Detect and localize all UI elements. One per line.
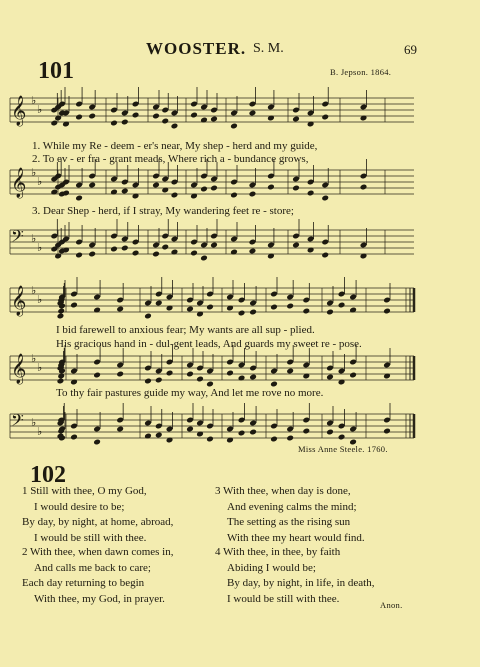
flat-icon: ♭ xyxy=(31,167,37,179)
note-head xyxy=(302,308,310,315)
note-head xyxy=(360,184,368,191)
verse-line: 3 With thee, when day is done, xyxy=(215,485,351,497)
hymn-meter: S. M. xyxy=(253,41,284,56)
flat-icon: ♭ xyxy=(31,353,37,365)
note-head xyxy=(200,255,208,262)
note-head xyxy=(70,302,78,309)
note-head xyxy=(152,182,160,189)
treble-clef-icon: 𝄞 xyxy=(11,286,27,315)
note-head xyxy=(155,377,163,384)
note-head xyxy=(132,112,140,119)
note-head xyxy=(326,429,334,436)
note-head xyxy=(186,371,194,378)
note-head xyxy=(121,245,129,252)
note-head xyxy=(190,112,198,119)
verse-line: 4 With thee, in thee, by faith xyxy=(215,546,341,558)
verse-line: By day, by night, at home, abroad, xyxy=(22,516,174,529)
lyric-line-s1-v2: 2. To ev - er fra - grant meads, Where rich a - bundance grows, xyxy=(32,153,309,165)
note-head xyxy=(292,185,300,192)
note-head xyxy=(249,191,257,198)
flat-icon: ♭ xyxy=(37,242,43,254)
note-head xyxy=(93,372,101,379)
note-head xyxy=(144,378,152,385)
note-head xyxy=(196,376,204,383)
note-head xyxy=(132,250,140,257)
note-head xyxy=(270,436,278,443)
note-head xyxy=(116,306,124,313)
note-head xyxy=(249,110,257,117)
note-head xyxy=(230,192,238,199)
verse-line: By day, by night, in life, in death, xyxy=(227,577,375,590)
verse-line: Each day returning to begin xyxy=(22,577,145,590)
note-head xyxy=(155,432,163,439)
note-head xyxy=(383,428,391,435)
note-head xyxy=(110,120,118,127)
flat-icon: ♭ xyxy=(31,417,37,429)
lyric-line-s2-v2: His gracious hand in - dul-gent leads, And guards my sweet re - pose. xyxy=(56,338,362,350)
flat-icon: ♭ xyxy=(37,294,43,306)
note-head xyxy=(321,114,329,121)
note-head xyxy=(75,114,83,121)
note-head xyxy=(144,313,152,320)
note-head xyxy=(321,252,329,259)
bass-clef-icon: 𝄢 xyxy=(11,228,24,250)
lyric-line-s2-v3: To thy fair pastures guide my way, And let me rove no more. xyxy=(56,387,324,399)
note-head xyxy=(155,300,163,307)
note-head xyxy=(238,310,246,317)
note-head xyxy=(206,436,214,443)
note-head xyxy=(338,302,346,309)
note-head xyxy=(166,370,174,377)
note-head xyxy=(171,123,179,130)
note-head xyxy=(326,374,334,381)
note-head xyxy=(116,371,124,378)
verse-1 xyxy=(22,484,173,546)
note-head xyxy=(93,439,101,446)
note-head xyxy=(321,195,329,202)
note-head xyxy=(267,184,275,191)
note-head xyxy=(75,195,83,202)
note-head xyxy=(186,426,194,433)
verse-line: And calls me back to care; xyxy=(34,561,151,574)
hymn-tune-title: WOOSTER. xyxy=(146,39,247,58)
note-head xyxy=(121,188,129,195)
note-head xyxy=(292,116,300,123)
note-head xyxy=(238,430,246,437)
note-head xyxy=(161,118,169,125)
note-head xyxy=(249,309,257,316)
verse-line: Abiding I would be; xyxy=(227,561,316,574)
note-head xyxy=(292,242,300,249)
treble-clef-icon: 𝄞 xyxy=(11,96,27,125)
flat-icon: ♭ xyxy=(37,362,43,374)
note-head xyxy=(249,429,257,436)
note-head xyxy=(152,251,160,258)
note-head xyxy=(161,244,169,251)
hymn-number-101: 101 xyxy=(38,58,74,84)
verse-line: The setting as the rising sun xyxy=(227,516,351,529)
note-head xyxy=(57,378,65,385)
note-head xyxy=(210,185,218,192)
verse-line: 2 With thee, when dawn comes in, xyxy=(22,546,174,558)
note-head xyxy=(57,313,65,320)
note-head xyxy=(190,250,198,257)
page-number: 69 xyxy=(404,42,417,57)
note-head xyxy=(200,186,208,193)
verse-line: I would be still with thee. xyxy=(227,592,340,605)
note-head xyxy=(307,190,315,197)
note-head xyxy=(57,308,65,315)
hymn-number-102: 102 xyxy=(30,462,66,488)
note-head xyxy=(70,434,78,441)
note-head xyxy=(210,242,218,249)
flat-icon: ♭ xyxy=(37,104,43,116)
verse-author-credit: Anon. xyxy=(380,600,403,610)
lyricist-credit: Miss Anne Steele. 1760. xyxy=(298,444,388,454)
treble-clef-icon: 𝄞 xyxy=(11,168,27,197)
note-head xyxy=(383,308,391,315)
note-head xyxy=(286,303,294,310)
verse-line: And evening calms the mind; xyxy=(227,500,357,513)
note-head xyxy=(326,309,334,316)
note-head xyxy=(249,248,257,255)
note-head xyxy=(88,113,96,120)
note-head xyxy=(210,116,218,123)
note-head xyxy=(75,252,83,259)
verse-2 xyxy=(22,545,174,607)
lyric-line-s1-v1: 1. While my Re - deem - er's near, My shep - herd and my guide, xyxy=(32,140,318,152)
verse-3 xyxy=(215,484,365,546)
flat-icon: ♭ xyxy=(37,426,43,438)
note-head xyxy=(171,192,179,199)
flat-icon: ♭ xyxy=(31,233,37,245)
note-head xyxy=(152,113,160,120)
verse-line: I would desire to be; xyxy=(34,500,125,513)
note-head xyxy=(249,374,257,381)
bass-clef-icon: 𝄢 xyxy=(11,412,24,434)
lyric-line-s1-v3: 3. Dear Shep - herd, if I stray, My wandering feet re - store; xyxy=(32,205,294,217)
note-head xyxy=(286,368,294,375)
treble-clef-icon: 𝄞 xyxy=(11,354,27,383)
verse-line: I would be still with thee. xyxy=(34,531,147,544)
flat-icon: ♭ xyxy=(37,176,43,188)
lyric-line-s2-v1: I bid farewell to anxious fear; My wants are all sup - plied. xyxy=(56,324,315,336)
flat-icon: ♭ xyxy=(31,95,37,107)
note-head xyxy=(230,123,238,130)
verse-line: 1 Still with thee, O my God, xyxy=(22,485,147,497)
note-head xyxy=(206,304,214,311)
note-head xyxy=(88,251,96,258)
note-head xyxy=(50,120,58,127)
note-head xyxy=(349,372,357,379)
note-head xyxy=(186,306,194,313)
verse-4 xyxy=(215,545,374,607)
note-head xyxy=(116,426,124,433)
note-head xyxy=(110,246,118,253)
verse-line: With thee, my God, in prayer. xyxy=(34,592,165,605)
note-head xyxy=(226,370,234,377)
note-head xyxy=(88,182,96,189)
flat-icon: ♭ xyxy=(31,285,37,297)
note-head xyxy=(338,434,346,441)
note-head xyxy=(286,435,294,442)
note-head xyxy=(121,119,129,126)
verse-line: With thee my heart would find. xyxy=(227,531,365,544)
note-head xyxy=(270,304,278,311)
composer-credit: B. Jepson. 1864. xyxy=(330,67,392,77)
note-head xyxy=(302,428,310,435)
